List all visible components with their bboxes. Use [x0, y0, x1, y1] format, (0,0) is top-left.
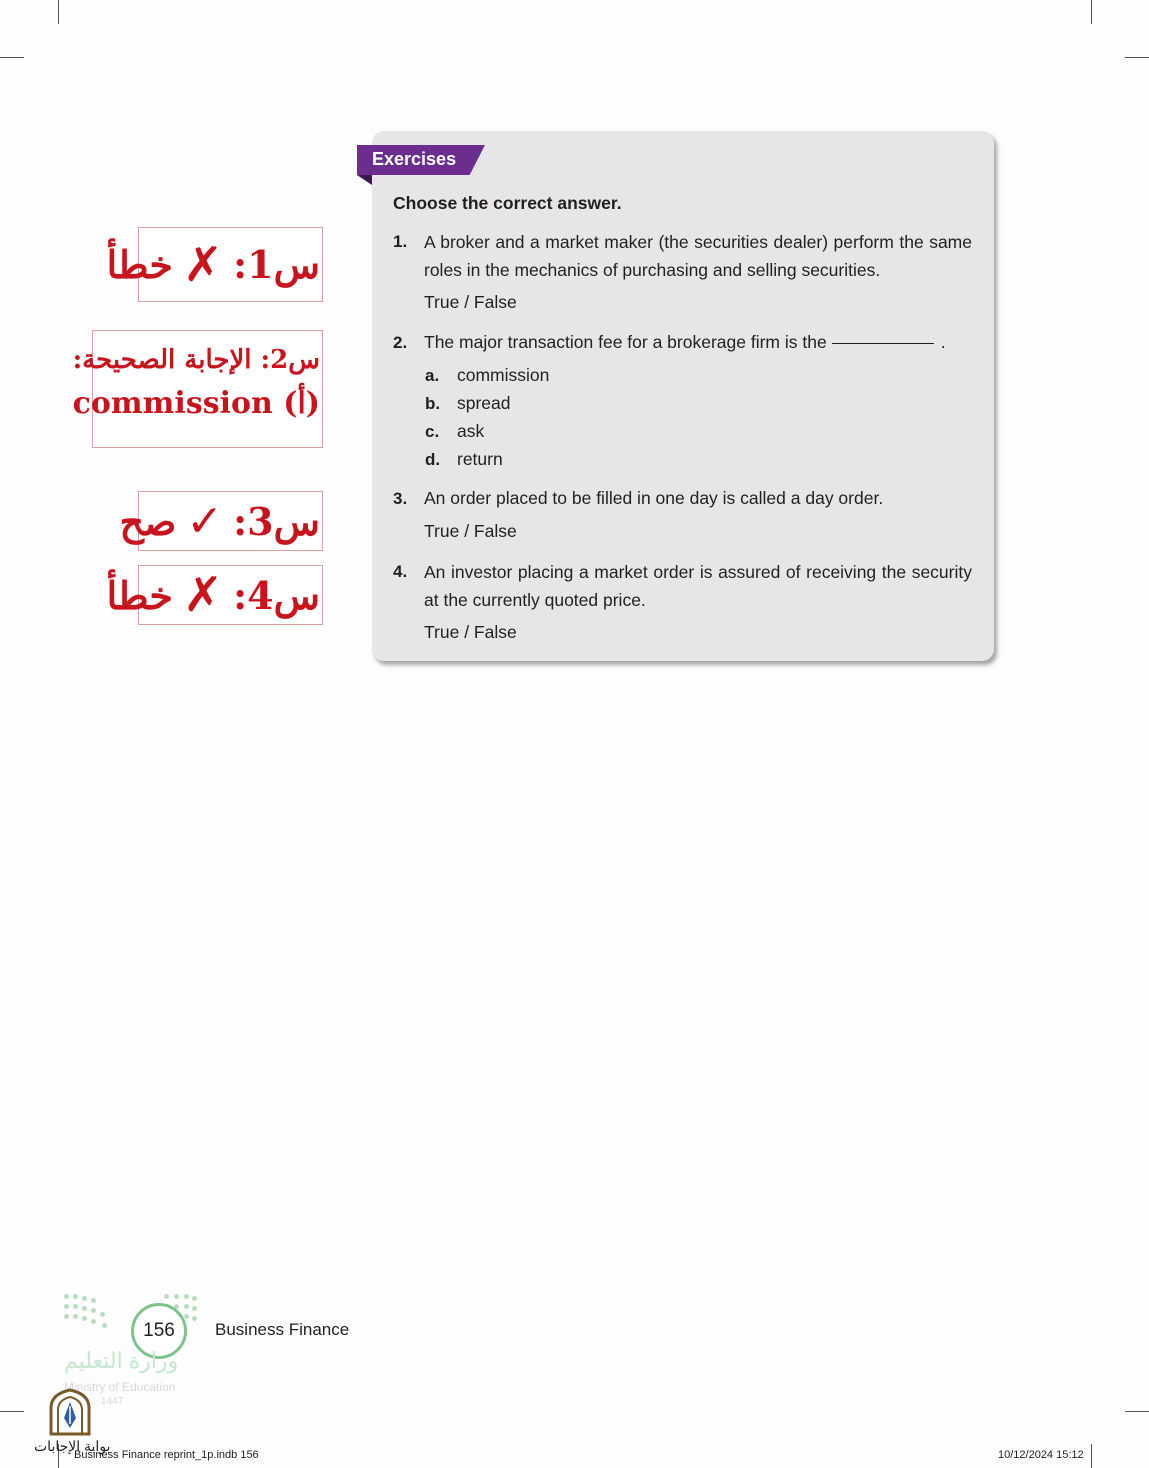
book-title: Business Finance	[215, 1320, 350, 1339]
exercises-tab-fold	[357, 175, 372, 185]
page-number: 156	[131, 1303, 187, 1359]
answer-4-verdict: خطأ	[106, 572, 173, 618]
answer-4-label: س4:	[233, 572, 320, 618]
question-1-number: 1.	[393, 232, 408, 251]
answer-blank	[832, 343, 934, 344]
ministry-arabic-name: وزارة التعليم	[64, 1348, 179, 1373]
question-3-number: 3.	[393, 489, 408, 508]
question-2-number: 2.	[393, 333, 408, 352]
crop-mark	[1091, 0, 1092, 24]
question-4-number: 4.	[393, 562, 408, 581]
answer-1-label: س1:	[233, 242, 320, 287]
answer-3-row	[119, 492, 320, 550]
option-b-letter: b.	[425, 394, 441, 413]
option-c-letter: c.	[425, 422, 440, 441]
cross-icon: ✗	[182, 236, 224, 293]
crop-mark	[58, 0, 59, 24]
answer-1-row	[107, 228, 320, 301]
answer-2-box	[72, 330, 323, 448]
question-2-text	[424, 328, 972, 356]
question-4-text: An investor placing a market order is assured of receiving the security at the currently quoted price.	[424, 562, 972, 610]
portal-logo-icon	[47, 1388, 93, 1436]
answer-3-box	[119, 491, 323, 551]
option-b-text: spread	[457, 393, 511, 413]
question-4-true-false: True / False	[424, 622, 517, 642]
option-d-letter: d.	[425, 450, 441, 469]
question-2-stem: The major transaction fee for a brokerage firm is the	[424, 332, 827, 352]
answer-3-label: س3:	[233, 498, 320, 544]
crop-mark	[1091, 1444, 1092, 1468]
question-3-true-false: True / False	[424, 521, 517, 541]
answer-4-box	[106, 565, 323, 625]
exercises-tab-label: Exercises	[372, 149, 457, 169]
answer-1-box	[106, 227, 323, 302]
question-1-true-false: True / False	[424, 292, 517, 312]
cross-icon: ✗	[182, 567, 224, 623]
question-3-text: An order placed to be filled in one day is called a day order.	[424, 488, 884, 508]
print-stamp: 10/12/2024 15:12	[998, 1449, 1084, 1461]
option-c-text: ask	[457, 421, 485, 441]
answer-2-value: commission (أ)	[72, 386, 320, 421]
portal-label: بوابة الإجابات	[34, 1438, 111, 1454]
crop-mark	[0, 1411, 24, 1412]
crop-mark	[0, 57, 24, 58]
question-2-period: .	[940, 332, 946, 352]
option-a-letter: a.	[425, 366, 440, 385]
option-d-text: return	[457, 449, 503, 469]
file-slug: Business Finance reprint_1p.indb 156	[74, 1449, 259, 1461]
ministry-english-name: Ministry of Education	[64, 1380, 176, 1394]
ministry-year: 1447	[101, 1396, 124, 1407]
answer-4-row	[107, 566, 320, 624]
answer-2-label: س2: الإجابة الصحيحة:	[72, 345, 320, 375]
answer-1-verdict: خطأ	[106, 242, 173, 287]
crop-mark	[1125, 1411, 1149, 1412]
answer-3-verdict: صح	[119, 498, 177, 544]
option-a-text: commission	[457, 365, 550, 385]
crop-mark	[1125, 57, 1149, 58]
question-1-text: A broker and a market maker (the securities dealer) perform the same roles in the mechanics of purchasing and selling securities.	[424, 232, 972, 280]
check-icon: ✓	[186, 495, 224, 547]
exercise-instruction: Choose the correct answer.	[393, 193, 622, 213]
